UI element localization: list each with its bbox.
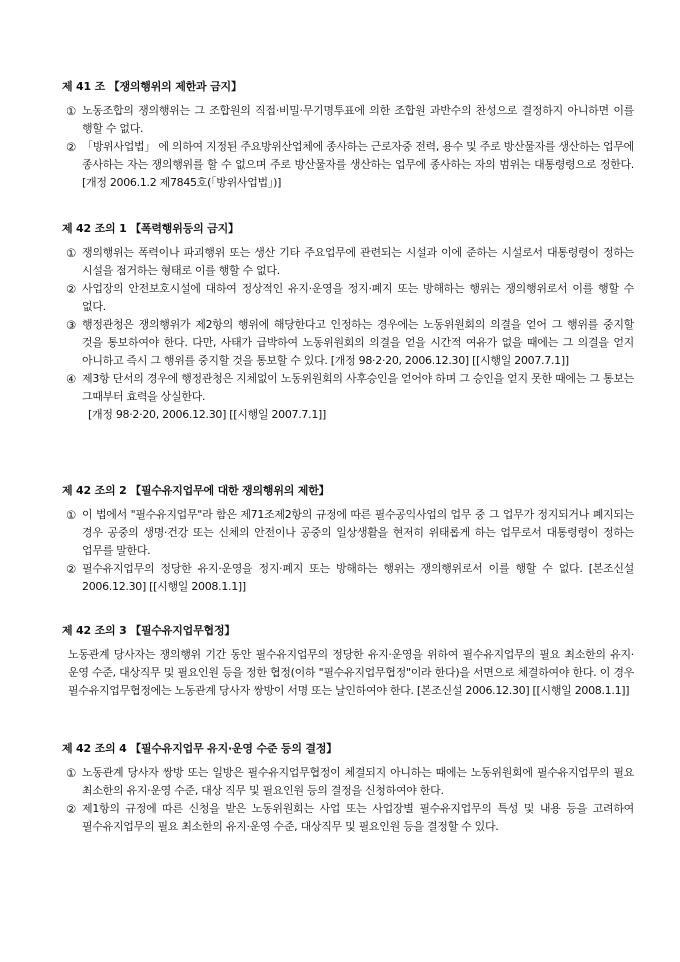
article-42-1	[62, 220, 634, 424]
clause	[62, 560, 634, 596]
clause	[62, 506, 634, 560]
article-items	[62, 244, 634, 424]
clause-number: ①	[66, 104, 77, 118]
article-items	[62, 102, 634, 192]
clause-text: 필수유지업무의 정당한 유지·운영을 정지·폐지 또는 방해하는 행위는 쟁의행위로서 이를 행할 수 없다. [본조신설 2006.12.30] [[시행일 2008.1.1]]	[82, 562, 634, 593]
clause-number: ②	[66, 562, 77, 576]
clause	[62, 244, 634, 280]
clause	[62, 138, 634, 192]
article-title: 제 42 조의 4 【필수유지업무 유지·운영 수준 등의 결정】	[62, 742, 338, 755]
article-title: 제 42 조의 2 【필수유지업무에 대한 쟁의행위의 제한】	[62, 484, 330, 497]
article-title: 제 41 조 【쟁의행위의 제한과 금지】	[62, 80, 242, 93]
clause-number: ②	[66, 282, 77, 296]
amendment-note: [개정 98·2·20, 2006.12.30] [[시행일 2007.7.1]]	[88, 408, 327, 421]
article-42-2	[62, 482, 634, 596]
clause-text: 노동조합의 쟁의행위는 그 조합원의 직접·비밀·무기명투표에 의한 조합원 과반수의 찬성으로 결정하지 아니하면 이를 행할 수 없다.	[82, 104, 634, 135]
clause-number: ①	[66, 766, 77, 780]
article-42-3	[62, 622, 634, 700]
clause-number: ①	[66, 246, 77, 260]
clause-text: 쟁의행위는 폭력이나 파괴행위 또는 생산 기타 주요업무에 관련되는 시설과 이에 준하는 시설로서 대통령령이 정하는 시설을 점거하는 형태로 이를 행할 수 없다.	[82, 246, 634, 277]
article-42-4	[62, 740, 634, 836]
clause-text: 이 법에서 "필수유지업무"라 함은 제71조제2항의 규정에 따른 필수공익사업의 업무 중 그 업무가 정지되거나 폐지되는 경우 공중의 생명·건강 또는 신체의 안전이나 공중의 일상생활을 현저히 위태롭게 하는 업무로서 대통령령이 정하는 업무를 말한다.	[82, 508, 634, 557]
clause-text: 제3항 단서의 경우에 행정관청은 지체없이 노동위원회의 사후승인을 얻어야 하며 그 승인을 얻지 못한 때에는 그 통보는 그때부터 효력을 상실한다.	[82, 372, 634, 403]
clause-number: ②	[66, 140, 77, 154]
clause	[62, 800, 634, 836]
clause-text: 행정관청은 쟁의행위가 제2항의 행위에 해당한다고 인정하는 경우에는 노동위원회의 의결을 얻어 그 행위를 중지할 것을 통보하여야 한다. 다만, 사태가 급박하여 노동위원회의 의결을 얻을 시간적 여유가 없을 때에는 그 의결을 얻지 아니하고 즉시 그 행위를 중지할 것을 통보할 수 있다. [개정 98·2·20, 2006.12.30] [[시행일 2007.7.1]]	[82, 318, 634, 367]
article-title: 제 42 조의 3 【필수유지업무협정】	[62, 624, 236, 637]
clause-text: 제1항의 규정에 따른 신청을 받은 노동위원회는 사업 또는 사업장별 필수유지업무의 특성 및 내용 등을 고려하여 필수유지업무의 필요 최소한의 유지·운영 수준, 대상직무 및 필요인원 등을 결정할 수 있다.	[82, 802, 634, 833]
clause-number: ②	[66, 802, 77, 816]
article-items	[62, 506, 634, 596]
article-title: 제 42 조의 1 【폭력행위등의 금지】	[62, 222, 239, 235]
clause	[62, 280, 634, 316]
clause	[62, 370, 634, 406]
clause-number: ③	[66, 318, 77, 332]
clause-text: 노동관계 당사자 쌍방 또는 일방은 필수유지업무협정이 체결되지 아니하는 때에는 노동위원회에 필수유지업무의 필요 최소한의 유지·운영 수준, 대상 직무 및 필요인원 등의 결정을 신청하여야 한다.	[82, 766, 634, 797]
clause	[62, 764, 634, 800]
clause-number: ④	[66, 372, 77, 386]
article-41	[62, 78, 634, 192]
clause-text: 「방위사업법」 에 의하여 지정된 주요방위산업체에 종사하는 근로자중 전력, 용수 및 주로 방산물자를 생산하는 업무에 종사하는 자는 쟁의행위를 할 수 없으며 주로 방산물자를 생산하는 업무에 종사하는 자의 범위는 대통령령으로 정한다. [개정 2006.1.2 제7845호(「방위사업법」)]	[82, 140, 634, 189]
clause	[62, 316, 634, 370]
article-items	[62, 764, 634, 836]
clause-number: ①	[66, 508, 77, 522]
clause	[62, 102, 634, 138]
clause-text: 사업장의 안전보호시설에 대하여 정상적인 유지·운영을 정지·폐지 또는 방해하는 행위는 쟁의행위로서 이를 행할 수 없다.	[82, 282, 634, 313]
article-paragraph: 노동관계 당사자는 쟁의행위 기간 동안 필수유지업무의 정당한 유지·운영을 위하여 필수유지업무의 필요 최소한의 유지·운영 수준, 대상직무 및 필요인원 등을 정한 협정(이하 "필수유지업무협정"이라 한다)을 서면으로 체결하여야 한다. 이 경우 필수유지업무협정에는 노동관계 당사자 쌍방이 서명 또는 날인하여야 한다. [본조신설 2006.12.30] [[시행일 2008.1.1]]	[68, 648, 634, 697]
